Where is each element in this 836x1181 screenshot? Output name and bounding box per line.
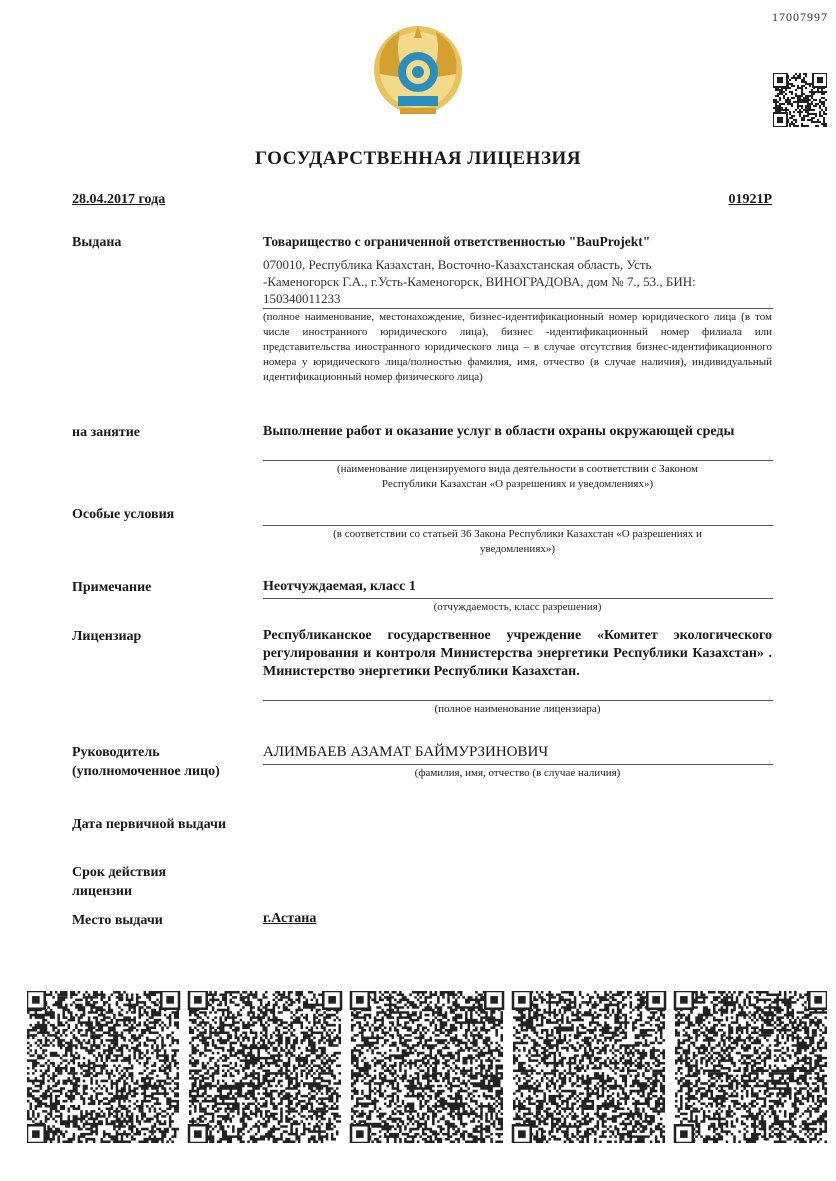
divider xyxy=(263,764,773,765)
remark-label: Примечание xyxy=(72,580,152,595)
divider xyxy=(263,598,773,599)
activity-note-line-2: Республики Казахстан «О разрешениях и уведомлениях») xyxy=(381,478,654,490)
divider xyxy=(263,460,773,461)
issue-date: 28.04.2017 года xyxy=(72,192,166,207)
head-label-line-1: Руководитель xyxy=(72,745,160,760)
activity-value: Выполнение работ и оказание услуг в области охраны окружающей среды xyxy=(263,424,735,439)
validity-label-line-2: лицензии xyxy=(72,884,133,899)
remark-note: (отчуждаемость, класс разрешения) xyxy=(433,601,602,613)
org-address-line-1: 070010, Республика Казахстан, Восточно-Казахстанская область, Усть xyxy=(263,257,652,272)
qr-code-icon xyxy=(773,73,827,127)
activity-label: на занятие xyxy=(72,425,140,440)
special-conditions-label: Особые условия xyxy=(72,507,175,522)
org-name: Товарищество с ограниченной ответственностью "BauProjekt" xyxy=(263,234,651,249)
divider xyxy=(263,700,773,701)
head-note: (фамилия, имя, отчество (в случае наличия) xyxy=(414,767,621,779)
place-of-issue-value: г.Астана xyxy=(263,911,317,926)
document-number: 17007997 xyxy=(772,10,828,24)
remark-value: Неотчуждаемая, класс 1 xyxy=(263,579,416,594)
issued-to-label: Выдана xyxy=(72,235,122,250)
issued-to-note: (полное наименование, местонахождение, бизнес-идентификационный номер юридического лица (в том числе иностранного юридического лица), бизнес -идентификационный номер филиала или представительства иностранного юридического лица – в случае отсутствия бизнес-идентификационного номера у юридического лица/полностью фамилия, имя, отчество (в случае наличия), индивидуальный идентификационный номер физического лица) xyxy=(263,311,772,383)
page-title: ГОСУДАРСТВЕННАЯ ЛИЦЕНЗИЯ xyxy=(255,148,581,169)
licensor-value: Республиканское государственное учреждение «Комитет экологического регулирования и контроля Министерства энергетики Республики Казахстан» . Министерство энергетики Республики Казахстан. xyxy=(263,628,772,679)
licensor-label: Лицензиар xyxy=(72,629,142,644)
activity-note-line-1: (наименование лицензируемого вида деятельности в соответствии с Законом xyxy=(336,463,699,475)
license-number: 01921P xyxy=(728,192,772,207)
special-conditions-note-line-2: уведомлениях») xyxy=(479,543,556,555)
org-address-line-3: 150340011233 xyxy=(263,291,341,306)
kazakhstan-state-emblem-icon xyxy=(370,22,466,118)
qr-code-strip-icon xyxy=(27,991,827,1143)
divider xyxy=(263,525,773,526)
validity-label-line-1: Срок действия xyxy=(72,865,167,880)
org-address-line-2: -Каменогорск Г.А., г.Усть-Каменогорск, ВИНОГРАДОВА, дом № 7., 53., БИН: xyxy=(263,274,696,289)
divider xyxy=(263,308,773,309)
head-label-line-2: (уполномоченное лицо) xyxy=(72,764,220,779)
special-conditions-note-line-1: (в соответствии со статьей 36 Закона Республики Казахстан «О разрешениях и xyxy=(333,528,702,540)
head-value: АЛИМБАЕВ АЗАМАТ БАЙМУРЗИНОВИЧ xyxy=(263,744,549,760)
first-issue-label: Дата первичной выдачи xyxy=(72,817,227,832)
licensor-note: (полное наименование лицензиара) xyxy=(434,703,601,715)
place-of-issue-label: Место выдачи xyxy=(72,913,163,928)
